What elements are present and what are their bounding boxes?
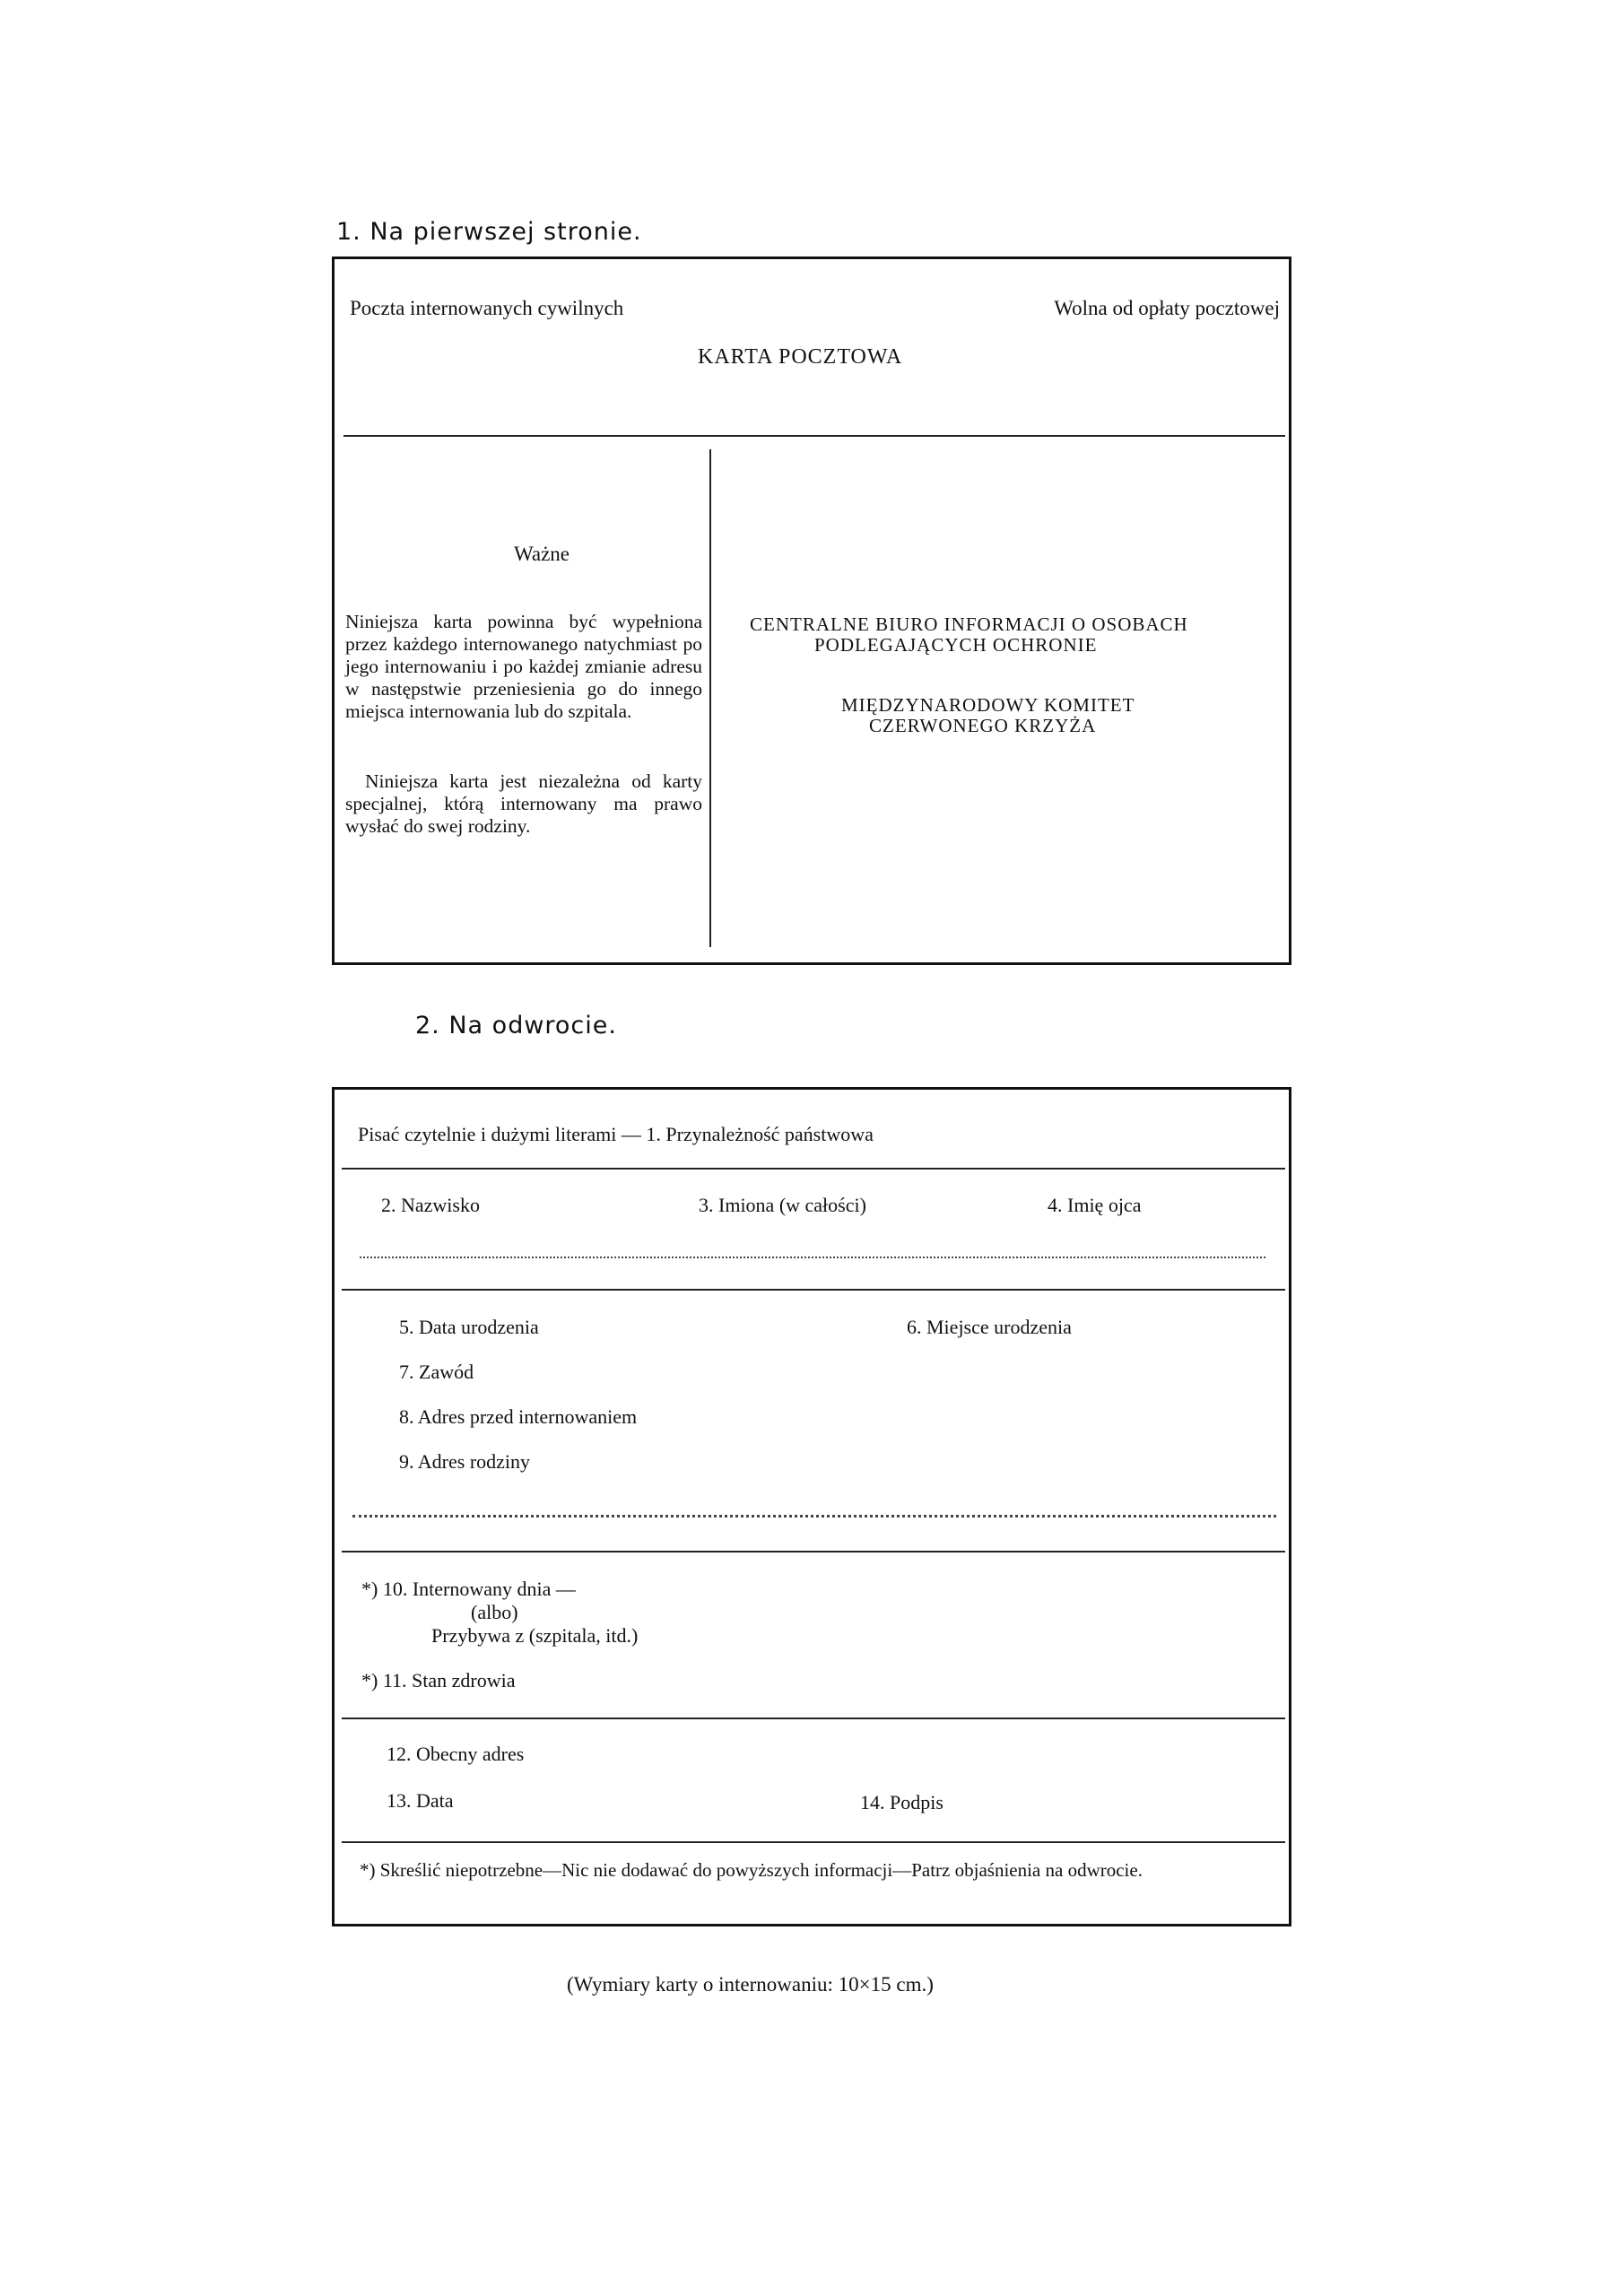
- field-11-health: *) 11. Stan zdrowia: [361, 1669, 516, 1692]
- header-right-text: Wolna od opłaty pocztowej: [1054, 297, 1280, 319]
- field-12-current-address: 12. Obecny adres: [387, 1743, 525, 1765]
- row-divider-4: [342, 1718, 1285, 1719]
- field-row-1: Pisać czytelnie i dużymi literami — 1. Przynależność państwowa: [358, 1123, 874, 1145]
- notice-paragraph-2: Niniejsza karta jest niezależna od karty specjalnej, którą internowany ma prawo wysłać do swej rodziny.: [345, 770, 702, 837]
- section-1-heading: 1. Na pierwszej stronie.: [336, 218, 642, 246]
- notice-paragraph-1: Niniejsza karta powinna być wypełniona przez każdego internowanego natychmiast po jego internowaniu i po każdej zmianie adresu w następstwie przeniesienia go do innego miejsca internowania lub do szpitala.: [345, 611, 702, 722]
- address-line-2: PODLEGAJĄCYCH OCHRONIE: [814, 634, 1098, 656]
- field-9-family-address: 9. Adres rodziny: [399, 1450, 531, 1473]
- field-6-birth-place: 6. Miejsce urodzenia: [907, 1316, 1072, 1338]
- front-divider: [343, 435, 1285, 437]
- write-line-1: [360, 1257, 1265, 1258]
- card-title: KARTA POCZTOWA: [698, 345, 903, 369]
- postcard-front: [332, 257, 1291, 965]
- row-divider-3: [342, 1551, 1285, 1552]
- field-13-date: 13. Data: [387, 1789, 454, 1812]
- dimensions-caption: (Wymiary karty o internowaniu: 10×15 cm.): [567, 1973, 934, 1996]
- field-14-signature: 14. Podpis: [860, 1791, 943, 1813]
- field-5-birth-date: 5. Data urodzenia: [399, 1316, 539, 1338]
- front-vertical-divider: [709, 449, 711, 947]
- row-divider-1: [342, 1168, 1285, 1170]
- row-divider-2: [342, 1289, 1285, 1291]
- field-10-interned-date: *) 10. Internowany dnia —: [361, 1578, 576, 1600]
- field-4-father-name: 4. Imię ojca: [1048, 1194, 1142, 1216]
- field-10-or: (albo): [471, 1601, 518, 1623]
- address-line-1: CENTRALNE BIURO INFORMACJI O OSOBACH: [750, 613, 1188, 635]
- write-line-2: [352, 1515, 1276, 1518]
- postcard-back: [332, 1087, 1291, 1926]
- field-8-address-before: 8. Adres przed internowaniem: [399, 1405, 638, 1428]
- address-line-4: CZERWONEGO KRZYŻA: [869, 715, 1097, 736]
- field-2-surname: 2. Nazwisko: [381, 1194, 480, 1216]
- row-divider-5: [342, 1841, 1285, 1843]
- field-10-arriving-from: Przybywa z (szpitala, itd.): [431, 1624, 639, 1647]
- address-line-3: MIĘDZYNARODOWY KOMITET: [841, 694, 1135, 716]
- notice-title: Ważne: [514, 543, 570, 565]
- header-left-text: Poczta internowanych cywilnych: [350, 297, 624, 319]
- field-7-profession: 7. Zawód: [399, 1361, 474, 1383]
- footnote: *) Skreślić niepotrzebne—Nic nie dodawać do powyższych informacji—Patrz objaśnienia na odwrocie.: [360, 1859, 1143, 1881]
- field-3-given-names: 3. Imiona (w całości): [699, 1194, 866, 1216]
- section-2-heading: 2. Na odwrocie.: [415, 1012, 617, 1039]
